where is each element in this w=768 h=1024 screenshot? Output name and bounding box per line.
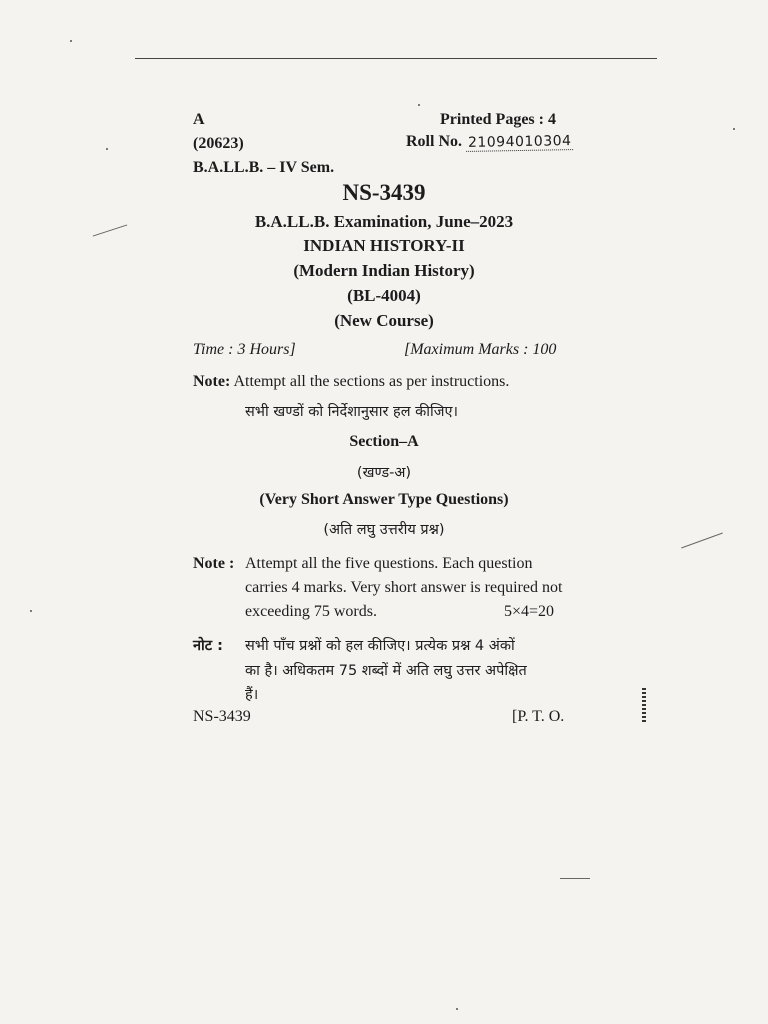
course-code: (BL-4004): [347, 286, 421, 305]
section-note-label: Note :: [193, 555, 235, 572]
section-note-line: exceeding 75 words.: [245, 603, 377, 620]
scan-speck: [30, 610, 32, 612]
footer-paper-number: NS-3439: [193, 708, 251, 725]
scan-edge-mark: [642, 688, 646, 722]
paper-code: (20623): [193, 135, 244, 152]
time-allowed: Time : 3 Hours]: [193, 341, 296, 358]
scan-speck: [418, 104, 420, 106]
section-marks: 5×4=20: [504, 603, 555, 620]
printed-pages: Printed Pages : 4: [440, 111, 556, 128]
paper-number: NS-3439: [342, 180, 426, 205]
roll-label: Roll No.: [406, 133, 462, 150]
section-note-hindi-line: सभी पाँच प्रश्नों को हल कीजिए। प्रत्येक प्रश्न 4 अंकों: [245, 638, 515, 654]
section-note-line: Attempt all the five questions. Each question: [245, 555, 533, 572]
scan-speck: [733, 128, 735, 130]
note-hindi: सभी खण्डों को निर्देशानुसार हल कीजिए।: [245, 404, 459, 420]
section-type-hindi: (अति लघु उत्तरीय प्रश्न): [323, 522, 445, 538]
set-label: A: [193, 111, 205, 128]
section-note-hindi-line: हैं।: [245, 687, 259, 703]
scan-speck: [70, 40, 72, 42]
section-note-hindi-line: का है। अधिकतम 75 शब्दों में अति लघु उत्तर अपेक्षित: [245, 663, 527, 679]
scan-speck: [456, 1008, 458, 1010]
roll-number: [406, 133, 573, 151]
section-note-hindi-label: नोट :: [193, 638, 223, 654]
exam-title: B.A.LL.B. Examination, June–2023: [254, 212, 514, 231]
maximum-marks: [Maximum Marks : 100: [404, 341, 557, 358]
section-title: Section–A: [349, 433, 419, 450]
section-title-hindi: (खण्ड-अ): [356, 465, 412, 481]
section-type: (Very Short Answer Type Questions): [259, 491, 509, 508]
subject-title: INDIAN HISTORY-II: [303, 236, 465, 255]
footer-pto: [P. T. O.: [512, 708, 565, 725]
note-text: Attempt all the sections as per instructions.: [233, 373, 510, 390]
roll-value-handwritten: 21094010304: [466, 133, 574, 152]
course-semester: B.A.LL.B. – IV Sem.: [193, 159, 335, 176]
scan-speck: [106, 148, 108, 150]
section-note-line: carries 4 marks. Very short answer is required not: [245, 579, 563, 596]
course-type: (New Course): [334, 311, 434, 330]
subject-subtitle: (Modern Indian History): [293, 261, 475, 280]
top-rule: [135, 58, 657, 59]
general-note: [193, 373, 509, 391]
scan-stroke: [560, 878, 590, 879]
note-label: Note:: [193, 373, 231, 390]
